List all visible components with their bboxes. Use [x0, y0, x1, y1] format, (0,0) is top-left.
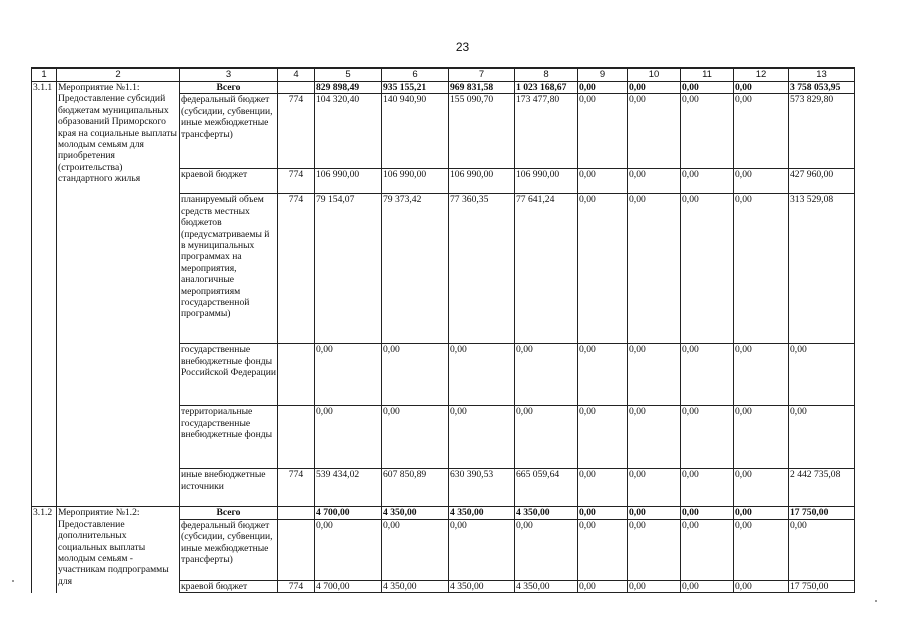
grbs-cell	[278, 507, 315, 519]
value-cell: 0,00	[681, 507, 734, 519]
value-cell: 0,00	[578, 344, 628, 406]
column-number: 6	[382, 68, 449, 82]
value-cell: 607 850,89	[382, 469, 449, 507]
measure-cell	[57, 82, 180, 507]
value-cell: 969 831,58	[449, 82, 515, 94]
value-cell: 0,00	[681, 519, 734, 580]
value-cell: 0,00	[681, 82, 734, 94]
value-cell: 935 155,21	[382, 82, 449, 94]
table-row	[32, 507, 855, 519]
value-cell: 0,00	[734, 507, 789, 519]
source-cell: краевой бюджет	[180, 580, 278, 592]
value-cell: 0,00	[681, 406, 734, 469]
value-cell: 3 758 053,95	[789, 82, 855, 94]
value-cell: 4 350,00	[382, 507, 449, 519]
value-cell: 427 960,00	[789, 169, 855, 194]
value-cell: 0,00	[681, 194, 734, 344]
value-cell: 0,00	[578, 507, 628, 519]
value-cell: 155 090,70	[449, 94, 515, 169]
value-cell: 79 154,07	[315, 194, 382, 344]
value-cell: 0,00	[382, 519, 449, 580]
value-cell: 0,00	[734, 82, 789, 94]
value-cell: 0,00	[681, 344, 734, 406]
column-number: 3	[180, 68, 278, 82]
value-cell: 0,00	[628, 469, 681, 507]
value-cell: 0,00	[578, 82, 628, 94]
value-cell: 0,00	[681, 169, 734, 194]
source-cell: иные внебюджетные источники	[180, 469, 278, 507]
column-number: 7	[449, 68, 515, 82]
scan-speck	[12, 580, 14, 582]
measure-title: Мероприятие №1.1:	[58, 82, 140, 93]
value-cell: 630 390,53	[449, 469, 515, 507]
value-cell: 4 700,00	[315, 507, 382, 519]
grbs-cell: 774	[278, 169, 315, 194]
value-cell: 0,00	[578, 580, 628, 592]
column-number: 13	[789, 68, 855, 82]
measure-code: 3.1.2	[32, 507, 57, 593]
value-cell: 0,00	[681, 580, 734, 592]
value-cell: 0,00	[628, 406, 681, 469]
value-cell: 0,00	[734, 194, 789, 344]
column-number: 4	[278, 68, 315, 82]
source-cell: федеральный бюджет (субсидии, субвенции, иные межбюджетные трансферты)	[180, 94, 278, 169]
grbs-cell	[278, 519, 315, 580]
value-cell: 0,00	[315, 519, 382, 580]
value-cell: 0,00	[628, 194, 681, 344]
value-cell: 0,00	[628, 580, 681, 592]
grbs-cell: 774	[278, 580, 315, 592]
column-number: 11	[681, 68, 734, 82]
grbs-cell	[278, 344, 315, 406]
value-cell: 0,00	[734, 344, 789, 406]
value-cell: 0,00	[734, 519, 789, 580]
value-cell: 0,00	[449, 519, 515, 580]
value-cell: 0,00	[681, 469, 734, 507]
source-cell: территориальные государственные внебюджетные фонды	[180, 406, 278, 469]
budget-table	[31, 67, 855, 593]
value-cell: 0,00	[449, 344, 515, 406]
column-number: 10	[628, 68, 681, 82]
value-cell: 0,00	[515, 406, 578, 469]
value-cell: 4 350,00	[382, 580, 449, 592]
grbs-cell: 774	[278, 194, 315, 344]
value-cell: 0,00	[628, 94, 681, 169]
value-cell: 17 750,00	[789, 507, 855, 519]
value-cell: 0,00	[578, 169, 628, 194]
column-number: 2	[57, 68, 180, 82]
value-cell: 0,00	[578, 194, 628, 344]
value-cell: 539 434,02	[315, 469, 382, 507]
value-cell: 0,00	[382, 406, 449, 469]
value-cell: 0,00	[789, 406, 855, 469]
value-cell: 0,00	[734, 469, 789, 507]
value-cell: 4 350,00	[515, 507, 578, 519]
measure-title: Мероприятие №1.2:	[58, 507, 140, 519]
value-cell: 0,00	[734, 169, 789, 194]
column-number: 1	[32, 68, 57, 82]
column-number-row	[32, 68, 855, 82]
scan-speck	[875, 600, 877, 602]
value-cell: 0,00	[578, 94, 628, 169]
value-cell: 0,00	[315, 406, 382, 469]
value-cell: 106 990,00	[515, 169, 578, 194]
value-cell: 0,00	[734, 406, 789, 469]
value-cell: 0,00	[628, 507, 681, 519]
value-cell: 4 350,00	[449, 507, 515, 519]
value-cell: 829 898,49	[315, 82, 382, 94]
table-row	[32, 82, 855, 94]
value-cell: 0,00	[628, 344, 681, 406]
value-cell: 173 477,80	[515, 94, 578, 169]
value-cell: 0,00	[628, 169, 681, 194]
source-cell: Всего	[180, 507, 278, 519]
source-cell: планируемый объем средств местных бюджетов (предусматриваемы й в муниципальных программах на мероприятия, аналогичные мероприятиям государственной программы)	[180, 194, 278, 344]
source-cell: краевой бюджет	[180, 169, 278, 194]
source-cell: государственные внебюджетные фонды Российской Федерации	[180, 344, 278, 406]
value-cell: 106 990,00	[315, 169, 382, 194]
value-cell: 77 360,35	[449, 194, 515, 344]
value-cell: 0,00	[515, 519, 578, 580]
grbs-cell	[278, 406, 315, 469]
source-cell: Всего	[180, 82, 278, 94]
value-cell: 0,00	[578, 519, 628, 580]
column-number: 8	[515, 68, 578, 82]
measure-description: Предоставление дополнительных социальных выплаты молодым семьям - участникам подпрограммы для	[58, 518, 169, 587]
value-cell: 0,00	[789, 344, 855, 406]
measure-cell	[57, 507, 180, 593]
value-cell: 1 023 168,67	[515, 82, 578, 94]
value-cell: 106 990,00	[449, 169, 515, 194]
value-cell: 0,00	[578, 469, 628, 507]
value-cell: 573 829,80	[789, 94, 855, 169]
value-cell: 17 750,00	[789, 580, 855, 592]
grbs-cell: 774	[278, 469, 315, 507]
page-number: 23	[455, 40, 470, 54]
value-cell: 140 940,90	[382, 94, 449, 169]
value-cell: 79 373,42	[382, 194, 449, 344]
value-cell: 2 442 735,08	[789, 469, 855, 507]
value-cell: 0,00	[734, 94, 789, 169]
grbs-cell	[278, 82, 315, 94]
measure-description: Предоставление субсидий бюджетам муниципальных образований Приморского края на социальные выплаты молодым семьям для приобретения (строительства) стандартного жилья	[58, 93, 177, 185]
value-cell: 4 350,00	[449, 580, 515, 592]
value-cell: 0,00	[578, 406, 628, 469]
value-cell: 0,00	[515, 344, 578, 406]
value-cell: 4 700,00	[315, 580, 382, 592]
value-cell: 77 641,24	[515, 194, 578, 344]
value-cell: 0,00	[449, 406, 515, 469]
value-cell: 104 320,40	[315, 94, 382, 169]
value-cell: 0,00	[315, 344, 382, 406]
column-number: 12	[734, 68, 789, 82]
value-cell: 4 350,00	[515, 580, 578, 592]
value-cell: 0,00	[628, 82, 681, 94]
value-cell: 0,00	[789, 519, 855, 580]
measure-code: 3.1.1	[32, 82, 57, 507]
value-cell: 0,00	[628, 519, 681, 580]
grbs-cell: 774	[278, 94, 315, 169]
value-cell: 313 529,08	[789, 194, 855, 344]
value-cell: 0,00	[681, 94, 734, 169]
value-cell: 106 990,00	[382, 169, 449, 194]
column-number: 5	[315, 68, 382, 82]
source-cell: федеральный бюджет (субсидии, субвенции, иные межбюджетные трансферты)	[180, 519, 278, 580]
value-cell: 0,00	[734, 580, 789, 592]
column-number: 9	[578, 68, 628, 82]
value-cell: 665 059,64	[515, 469, 578, 507]
value-cell: 0,00	[382, 344, 449, 406]
